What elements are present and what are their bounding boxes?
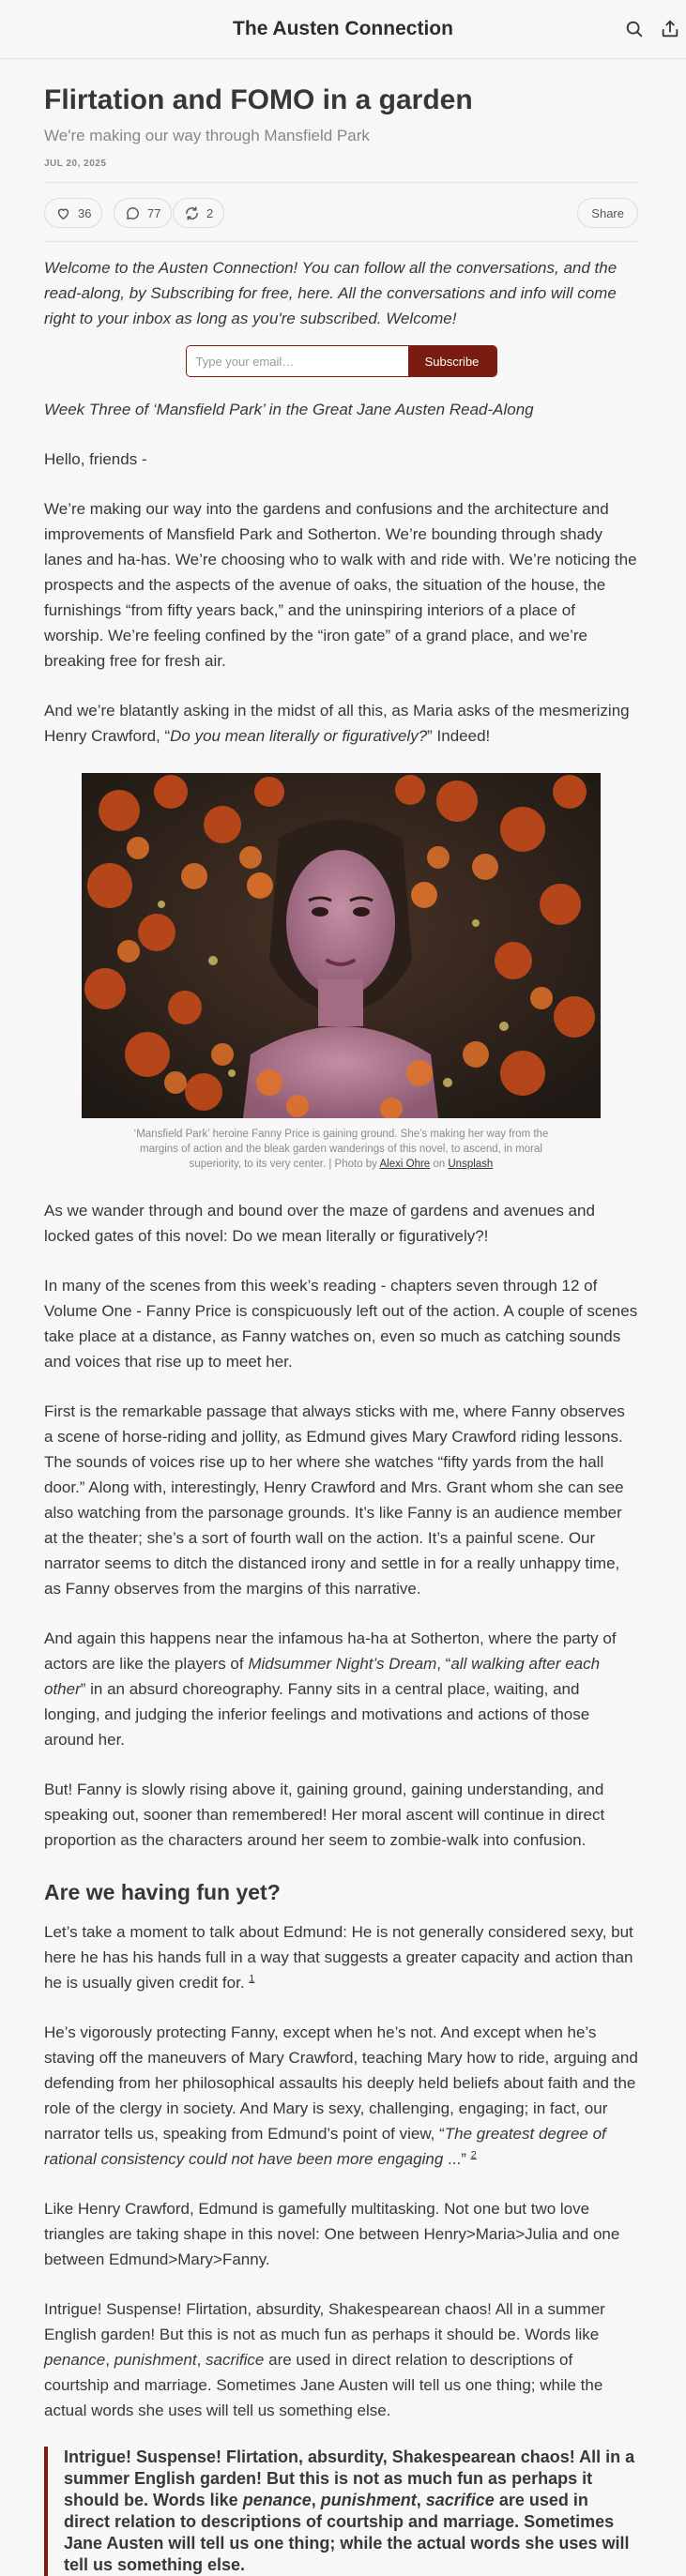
- like-count: 36: [78, 205, 92, 220]
- email-input[interactable]: [187, 346, 408, 376]
- paragraph: And again this happens near the infamous ha-ha at Sotherton, where the party of actors are like the players of Midsummer Night’s Dream, “all walking after each other” in an absurd choreography. Fanny sits in a central place, waiting, and longing, and judging the inferior feelings and motivations and actions of those around her.: [44, 1629, 617, 1749]
- share-upload-icon[interactable]: [660, 19, 680, 39]
- post-action-bar: [44, 182, 638, 242]
- footnote-link[interactable]: 1: [249, 1973, 255, 1985]
- paragraph: We’re making our way into the gardens and confusions and the architecture and improvements of Mansfield Park and Sotherton. We’re bounding through shady lanes and ha-has. We’re choosing who to walk with and ride with. We’re noticing the prospects and the aspects of the avenue of oaks, the situation of the house, the furnishings “from fifty years back,” and the uninspiring interiors of a place of worship. We’re feeling confined by the “iron gate” of a grand place, and we’re breaking free for fresh air.: [44, 500, 637, 670]
- comments-button[interactable]: [114, 198, 172, 228]
- post-content: [44, 59, 638, 2576]
- subscribe-button[interactable]: Subscribe: [408, 346, 496, 376]
- paragraph: First is the remarkable passage that always sticks with me, where Fanny observes a scene of horse-riding and jollity, as Edmund gives Mary Crawford riding lessons. The sounds of voices rise up to her where she watches “fifty yards from the hall door.” Along with, interestingly, Henry Crawford and Mrs. Grant whom she can see also watching from the parsonage grounds. It’s like Fanny is an audience member at the theater; she’s a sort of fourth wall on the action. It’s a painful scene. Our narrator seems to ditch the distanced irony and settle in for a really unhappy time, as Fanny observes from the margins of this narrative.: [44, 1402, 625, 1598]
- greeting: Hello, friends -: [44, 450, 147, 468]
- subscribe-form: [186, 345, 497, 377]
- heart-icon: [55, 205, 71, 221]
- woman-in-flowers-image: [82, 773, 601, 1118]
- post-date: JUL 20, 2025: [44, 159, 107, 169]
- restack-button[interactable]: [173, 198, 224, 228]
- week-line: Week Three of ‘Mansfield Park’ in the Great Jane Austen Read-Along: [44, 401, 534, 418]
- paragraph: Like Henry Crawford, Edmund is gamefully multitasking. Not one but two love triangles are taking shape in this novel: One between Henry>Maria>Julia and one between Edmund>Mary>Fanny.: [44, 2200, 620, 2268]
- site-title[interactable]: The Austen Connection: [233, 18, 453, 39]
- top-navigation-bar: [0, 0, 686, 59]
- like-button[interactable]: [44, 198, 102, 228]
- post-figure: [44, 773, 638, 1172]
- paragraph: In many of the scenes from this week’s reading - chapters seven through 12 of Volume One - Fanny Price is conspicuously left out of the action. A couple of scenes take place at a distance, as Fanny watches on, even so much as catching sounds and voices that rise up to meet her.: [44, 1277, 638, 1371]
- post-subtitle: We're making our way through Mansfield Park: [44, 127, 370, 144]
- welcome-message: Welcome to the Austen Connection! You can follow all the conversations, and the read-along, by Subscribing for free, here. All the conversations and info will come right to your inbox as long as you're subscribed. Welcome!: [44, 259, 617, 327]
- paragraph: But! Fanny is slowly rising above it, gaining ground, gaining understanding, and speaking out, sooner than remembered! Her moral ascent will continue in direct proportion as the characters around her seem to zombie-walk into confusion.: [44, 1780, 605, 1849]
- post-title: Flirtation and FOMO in a garden: [44, 84, 473, 115]
- image-caption: ‘Mansfield Park’ heroine Fanny Price is gaining ground. She’s making her way from the margins of action and the bleak garden wanderings of this novel, to ascend, in moral superiority, to its very center. | Photo by Alexi Ohre on Unsplash: [133, 1129, 549, 1170]
- paragraph: Let’s take a moment to talk about Edmund: He is not generally considered sexy, but here he has his hands full in a way that suggests a greater capacity and action than he is usually given credit for. $^1$: [44, 1923, 633, 1992]
- paragraph: As we wander through and bound over the maze of gardens and avenues and locked gates of this novel: Do we mean literally or figuratively?!: [44, 1202, 595, 1245]
- restack-icon: [184, 205, 200, 221]
- comment-count: 77: [147, 205, 161, 220]
- portrait-photo[interactable]: [82, 773, 601, 1118]
- section-heading: Are we having fun yet?: [44, 1880, 281, 1904]
- pull-quote: Intrigue! Suspense! Flirtation, absurdity, Shakespearean chaos! All in a summer English garden! But this is not as much fun as perhaps it should be. Words like penance, punishment, sacrifice are used in direct relation to descriptions of courtship and marriage. Sometimes Jane Austen will tell us one thing; while the actual words she uses will tell us something else.: [44, 2447, 638, 2576]
- paragraph: He’s vigorously protecting Fanny, except when he’s not. And except when he’s staving off the maneuvers of Mary Crawford, teaching Mary how to ride, arguing and defending from her philosophical assaults his deeply held beliefs about faith and the role of the clergy in society. And Mary is sexy, challenging, engaging; in fact, our narrator tells us, speaking from Edmund’s point of view, “The greatest degree of rational consistency could not have been more engaging ...” $^2$: [44, 2023, 638, 2168]
- unsplash-link[interactable]: Unsplash: [448, 1159, 494, 1170]
- paragraph: Intrigue! Suspense! Flirtation, absurdity, Shakespearean chaos! All in a summer English garden! But this is not as much fun as perhaps it should be. Words like penance, punishment, sacrifice are used in direct relation to descriptions of courtship and marriage. Sometimes Jane Austen will tell us one thing; while the actual words she uses will tell us something else.: [44, 2300, 605, 2419]
- photographer-link[interactable]: Alexi Ohre: [379, 1159, 431, 1170]
- share-label: Share: [591, 205, 624, 220]
- share-button[interactable]: [577, 198, 638, 228]
- comment-icon: [125, 205, 141, 221]
- search-icon[interactable]: [624, 19, 645, 39]
- restack-count: 2: [206, 205, 214, 220]
- footnote-link[interactable]: 2: [470, 2149, 477, 2161]
- paragraph: And we’re blatantly asking in the midst of all this, as Maria asks of the mesmerizing Henry Crawford, “Do you mean literally or figuratively?” Indeed!: [44, 702, 630, 745]
